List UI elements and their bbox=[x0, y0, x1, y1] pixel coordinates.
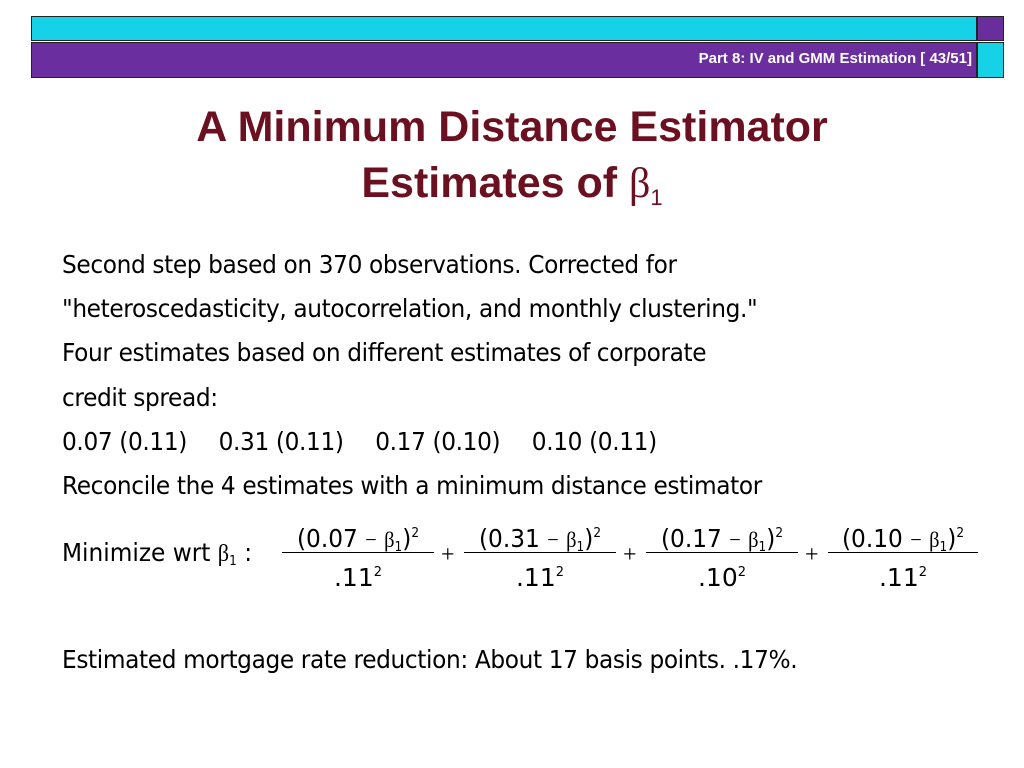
beta-subscript: 1 bbox=[758, 540, 767, 555]
beta-subscript: 1 bbox=[394, 540, 403, 555]
beta-subscript: 1 bbox=[229, 554, 237, 569]
exponent: 2 bbox=[593, 526, 602, 541]
equation-fraction bbox=[282, 516, 434, 592]
minus-sign: − bbox=[365, 527, 377, 552]
exponent: 2 bbox=[956, 526, 965, 541]
beta-symbol: β bbox=[566, 527, 577, 552]
fraction-denominator bbox=[464, 553, 616, 592]
numerator-estimate: (0.10 bbox=[841, 524, 903, 553]
exponent: 2 bbox=[555, 565, 565, 580]
beta-subscript: 1 bbox=[939, 540, 948, 555]
body-text-line: Four estimates based on different estimates of corporate bbox=[62, 338, 707, 367]
exponent: 2 bbox=[775, 526, 784, 541]
exponent: 2 bbox=[411, 526, 420, 541]
slide-subtitle bbox=[0, 156, 1024, 225]
close-paren: ) bbox=[947, 524, 957, 553]
slide-section-label: Part 8: IV and GMM Estimation [ 43/51] bbox=[698, 50, 972, 67]
beta-symbol: β bbox=[629, 161, 651, 207]
denominator-value: .10 bbox=[697, 563, 738, 592]
denominator-value: .11 bbox=[515, 563, 556, 592]
header-corner-square-top bbox=[977, 16, 1004, 41]
equation-fraction bbox=[464, 516, 616, 592]
plus-sign: + bbox=[805, 542, 819, 568]
numerator-estimate: (0.17 bbox=[660, 524, 722, 553]
beta-symbol: β bbox=[748, 527, 759, 552]
equation-fraction bbox=[828, 516, 978, 592]
body-text-line: credit spread: bbox=[62, 383, 218, 412]
estimate-item: 0.31 (0.11) bbox=[218, 427, 344, 456]
numerator-estimate: (0.07 bbox=[296, 524, 358, 553]
beta-subscript: 1 bbox=[650, 185, 663, 210]
estimate-item: 0.10 (0.11) bbox=[531, 427, 657, 456]
body-text-line: Second step based on 370 observations. Corrected for bbox=[62, 250, 677, 279]
numerator-estimate: (0.31 bbox=[478, 524, 540, 553]
close-paren: ) bbox=[584, 524, 594, 553]
estimates-list bbox=[62, 427, 688, 456]
close-paren: ) bbox=[766, 524, 776, 553]
slide-title: A Minimum Distance Estimator bbox=[196, 103, 828, 151]
body-text-line: Reconcile the 4 estimates with a minimum distance estimator bbox=[62, 471, 762, 500]
equation-fraction bbox=[646, 516, 798, 592]
exponent: 2 bbox=[737, 565, 747, 580]
exponent: 2 bbox=[373, 565, 383, 580]
fraction-numerator bbox=[651, 516, 792, 555]
denominator-value: .11 bbox=[878, 563, 919, 592]
minus-sign: − bbox=[547, 527, 559, 552]
fraction-numerator bbox=[469, 516, 610, 555]
beta-symbol: β bbox=[929, 527, 940, 552]
denominator-value: .11 bbox=[333, 563, 374, 592]
estimate-item: 0.17 (0.10) bbox=[375, 427, 501, 456]
plus-sign: + bbox=[623, 542, 637, 568]
equation-label bbox=[62, 538, 252, 569]
body-text-line: "heteroscedasticity, autocorrelation, and monthly clustering." bbox=[62, 294, 758, 323]
estimate-item: 0.07 (0.11) bbox=[62, 427, 187, 456]
beta-symbol: β bbox=[217, 541, 230, 567]
plus-sign: + bbox=[441, 542, 455, 568]
beta-subscript: 1 bbox=[576, 540, 585, 555]
fraction-numerator bbox=[287, 516, 428, 555]
fraction-denominator bbox=[282, 553, 434, 592]
fraction-denominator bbox=[646, 553, 798, 592]
minus-sign: − bbox=[729, 527, 741, 552]
header-corner-square-bottom bbox=[977, 42, 1004, 78]
close-paren: ) bbox=[402, 524, 412, 553]
equation-label-text: Minimize wrt bbox=[62, 538, 218, 567]
subtitle-text: Estimates of bbox=[361, 159, 629, 207]
equation-colon: : bbox=[236, 538, 253, 567]
fraction-numerator bbox=[833, 516, 973, 555]
minus-sign: − bbox=[910, 527, 922, 552]
beta-symbol: β bbox=[384, 527, 395, 552]
exponent: 2 bbox=[918, 565, 928, 580]
fraction-denominator bbox=[828, 553, 978, 592]
header-band-top bbox=[31, 16, 977, 41]
conclusion-text: Estimated mortgage rate reduction: About 17 basis points. .17%. bbox=[62, 645, 798, 674]
